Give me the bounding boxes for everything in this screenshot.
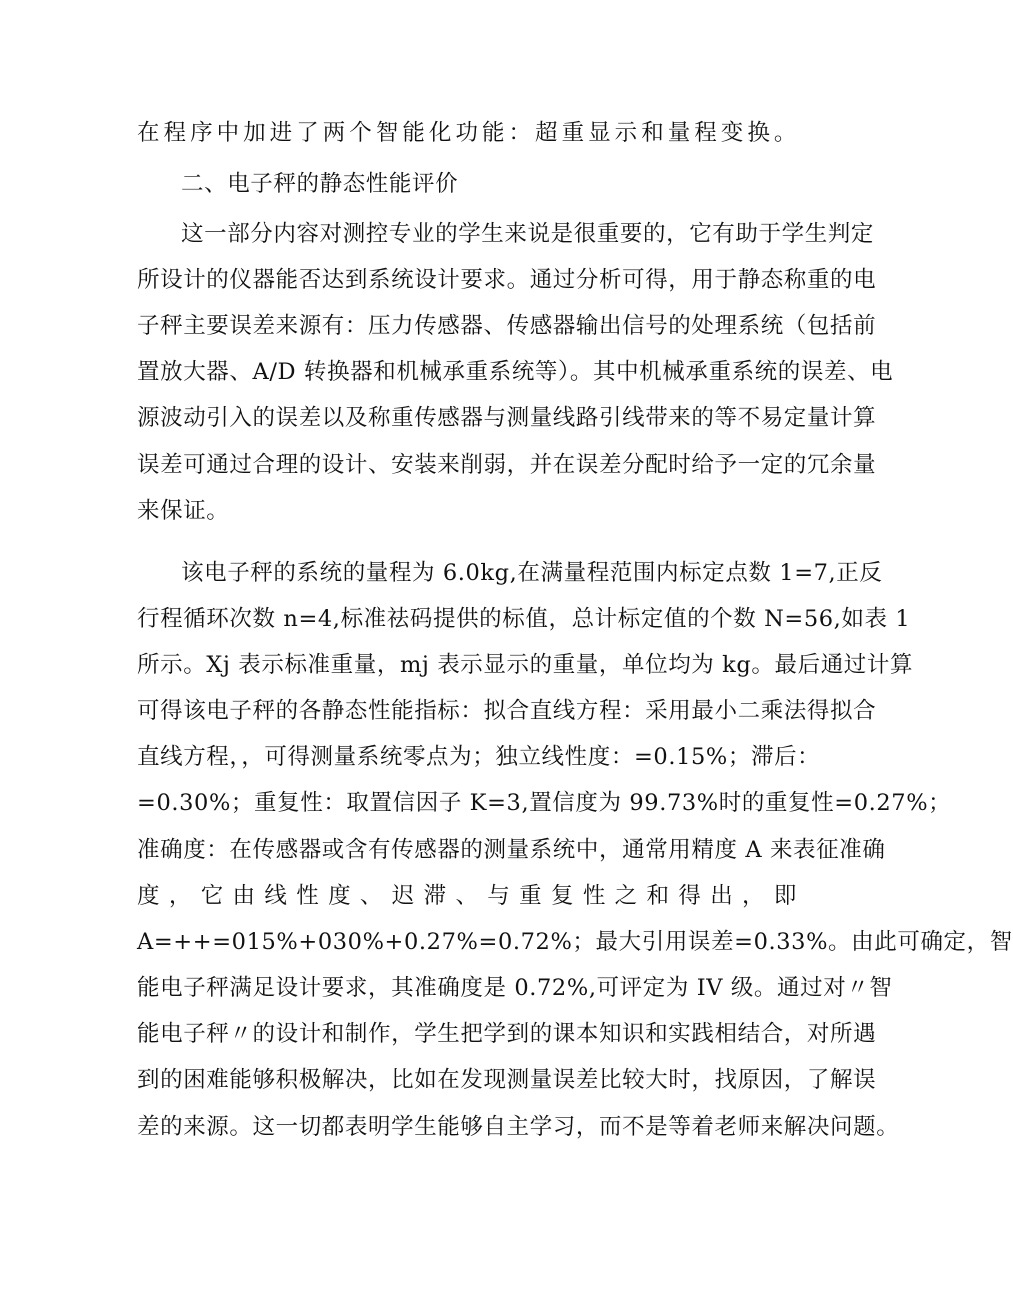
paragraph-line: 行程循环次数 n=4,标准祛码提供的标值，总计标定值的个数 N=56,如表 1 bbox=[137, 606, 911, 632]
paragraph-line: 准确度：在传感器或含有传感器的测量系统中，通常用精度 A 来表征准确 bbox=[137, 837, 886, 863]
paragraph-line: 在程序中加进了两个智能化功能：超重显示和量程变换。 bbox=[137, 120, 797, 146]
paragraph-line: 所示。Xj 表示标准重量，mj 表示显示的重量，单位均为 kg。最后通过计算 bbox=[137, 652, 914, 678]
paragraph-line: 置放大器、A/D 转换器和机械承重系统等）。其中机械承重系统的误差、电 bbox=[137, 359, 894, 385]
paragraph-line: =0.30%；重复性：取置信因子 K=3,置信度为 99.73%时的重复性=0.27%； bbox=[137, 790, 952, 816]
paragraph-line: 差的来源。这一切都表明学生能够自主学习，而不是等着老师来解决问题。 bbox=[137, 1114, 900, 1140]
section-heading: 二、电子秤的静态性能评价 bbox=[181, 171, 459, 197]
paragraph-line: 来保证。 bbox=[137, 498, 230, 524]
paragraph-line: 度，它由线性度、迟滞、与重复性之和得出，即 bbox=[137, 883, 797, 909]
paragraph-line: 子秤主要误差来源有：压力传感器、传感器输出信号的处理系统（包括前 bbox=[137, 313, 877, 339]
paragraph-line: 这一部分内容对测控专业的学生来说是很重要的，它有助于学生判定 bbox=[181, 221, 875, 247]
paragraph-line: 可得该电子秤的各静态性能指标：拟合直线方程：采用最小二乘法得拟合 bbox=[137, 698, 877, 724]
paragraph-line: 直线方程，，可得测量系统零点为；独立线性度：=0.15%；滞后： bbox=[137, 744, 821, 770]
paragraph-line: 源波动引入的误差以及称重传感器与测量线路引线带来的等不易定量计算 bbox=[137, 405, 877, 431]
paragraph-line: 到的困难能够积极解决，比如在发现测量误差比较大时，找原因，了解误 bbox=[137, 1067, 877, 1093]
paragraph-line: 所设计的仪器能否达到系统设计要求。通过分析可得，用于静态称重的电 bbox=[137, 267, 877, 293]
paragraph-line: 误差可通过合理的设计、安装来削弱，并在误差分配时给予一定的冗余量 bbox=[137, 452, 877, 478]
paragraph-line: A=++=015%+030%+0.27%=0.72%；最大引用误差=0.33%。由此可确定，智 bbox=[137, 929, 1013, 955]
paragraph-line: 能电子秤〃的设计和制作，学生把学到的课本知识和实践相结合，对所遇 bbox=[137, 1021, 877, 1047]
paragraph-line: 能电子秤满足设计要求，其准确度是 0.72%,可评定为 IV 级。通过对〃智 bbox=[137, 975, 893, 1001]
paragraph-line: 该电子秤的系统的量程为 6.0kg,在满量程范围内标定点数 1=7,正反 bbox=[181, 560, 883, 586]
